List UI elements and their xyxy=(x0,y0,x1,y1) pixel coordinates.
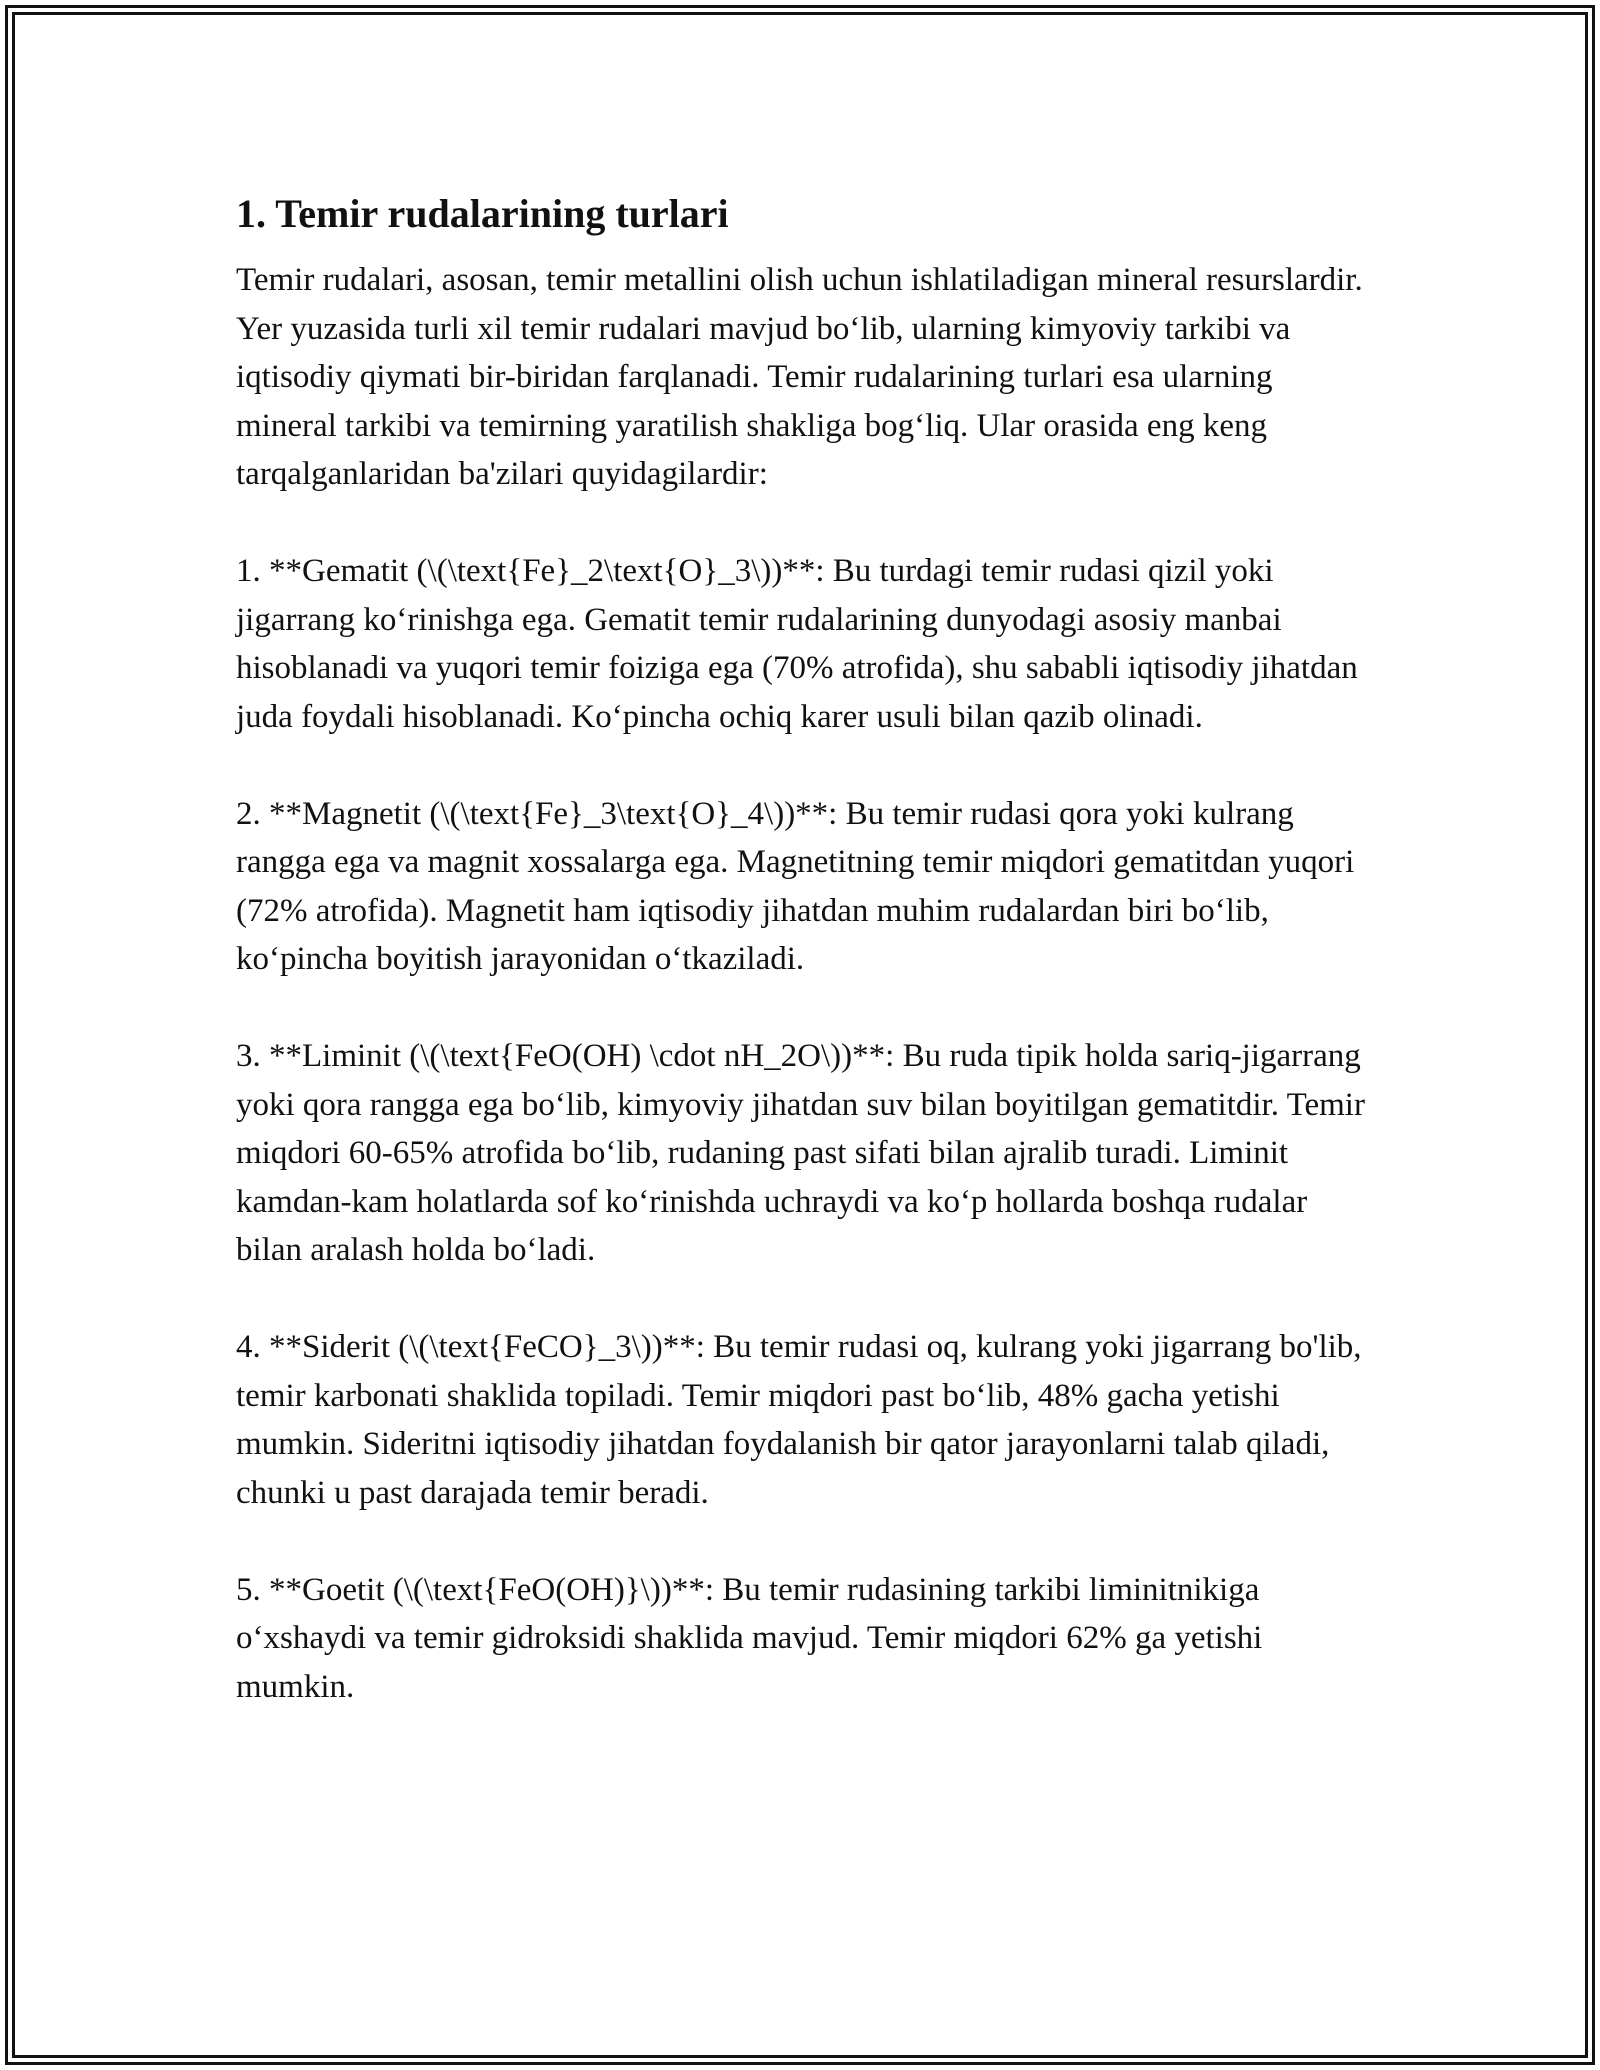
list-item-liminit: 3. **Liminit (\(\text{FeO(OH) \cdot nH_2O\))**: Bu ruda tipik holda sariq-jigarrang yoki qora rangga ega bo‘lib, kimyoviy jihatdan suv bilan boyitilgan gematitdir. Temir miqdori 60-65% atrofida bo‘lib, rudaning past sifati bilan ajralib turadi. Liminit kamdan-kam holatlarda sof ko‘rinishda uchraydi va ko‘p hollarda boshqa rudalar bilan aralash holda bo‘ladi. xyxy=(236,1038,1365,1268)
intro-paragraph: Temir rudalari, asosan, temir metallini olish uchun ishlatiladigan mineral resurslardir. Yer yuzasida turli xil temir rudalari mavjud bo‘lib, ularning kimyoviy tarkibi va iqtisodiy qiymati bir-biridan farqlanadi. Temir rudalarining turlari esa ularning mineral tarkibi va temirning yaratilish shakliga bog‘liq. Ular orasida eng keng tarqalganlaridan ba'zilari quyidagilardir: xyxy=(236,262,1363,492)
list-item-siderit: 4. **Siderit (\(\text{FeCO}_3\))**: Bu temir rudasi oq, kulrang yoki jigarrang bo'lib, temir karbonati shaklida topiladi. Temir miqdori past bo‘lib, 48% gacha yetishi mumkin. Sideritni iqtisodiy jihatdan foydalanish bir qator jarayonlarni talab qiladi, chunki u past darajada temir beradi. xyxy=(236,1329,1362,1511)
document-body xyxy=(236,180,1376,1760)
list-item-goetit: 5. **Goetit (\(\text{FeO(OH)}\))**: Bu temir rudasining tarkibi liminitnikiga o‘xshaydi va temir gidroksidi shaklida mavjud. Temir miqdori 62% ga yetishi mumkin. xyxy=(236,1571,1263,1705)
list-item-magnetit: 2. **Magnetit (\(\text{Fe}_3\text{O}_4\))**: Bu temir rudasi qora yoki kulrang rangga ega va magnit xossalarga ega. Magnetitning temir miqdori gematitdan yuqori (72% atrofida). Magnetit ham iqtisodiy jihatdan muhim rudalardan biri bo‘lib, ko‘pincha boyitish jarayonidan o‘tkaziladi. xyxy=(236,795,1355,977)
section-heading: 1. Temir rudalarining turlari xyxy=(236,191,729,236)
list-item-gematit: 1. **Gematit (\(\text{Fe}_2\text{O}_3\))**: Bu turdagi temir rudasi qizil yoki jigarrang ko‘rinishga ega. Gematit temir rudalarining dunyodagi asosiy manbai hisoblanadi va yuqori temir foiziga ega (70% atrofida), shu sababli iqtisodiy jihatdan juda foydali hisoblanadi. Ko‘pincha ochiq karer usuli bilan qazib olinadi. xyxy=(236,553,1358,735)
